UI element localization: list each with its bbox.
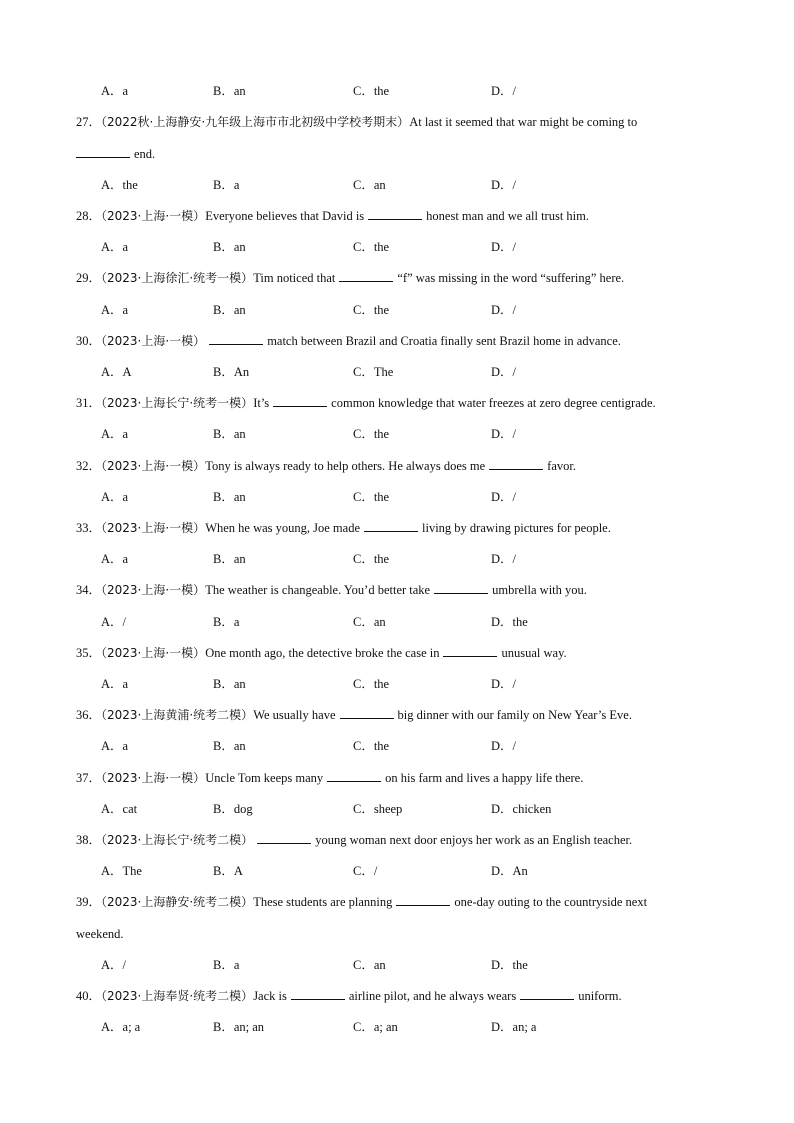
question-source: （2023·上海静安·统考二模）	[101, 895, 254, 909]
option-a: A．a	[101, 739, 129, 753]
option-b: B．an	[213, 303, 246, 317]
answer-blank	[520, 987, 574, 1000]
question-source: （2023·上海·一模）	[101, 521, 206, 535]
option-a: A．a	[101, 552, 129, 566]
option-row	[0, 424, 794, 444]
question-source: （2023·上海·一模）	[101, 459, 206, 473]
option-a: A．the	[101, 178, 138, 192]
option-b: B．an	[213, 240, 246, 254]
option-d: D．/	[491, 303, 517, 317]
question-source: （2023·上海·一模）	[101, 646, 206, 660]
option-d: D．/	[491, 365, 517, 379]
option-c: C．a; an	[353, 1020, 398, 1034]
answer-blank	[327, 769, 381, 782]
option-b: B．an	[213, 427, 246, 441]
question-stem: At last it seemed that war might be coming to	[409, 115, 638, 129]
option-d: D．/	[491, 178, 517, 192]
answer-blank	[340, 706, 394, 719]
question-39-cont: weekend.	[76, 927, 124, 941]
option-d: D．/	[491, 677, 517, 691]
question-37: 37．（2023·上海·一模）Uncle Tom keeps many on his farm and lives a happy life there.	[76, 771, 584, 785]
option-b: B．a	[213, 958, 240, 972]
option-a: A．The	[101, 864, 142, 878]
option-c: C．the	[353, 490, 390, 504]
option-b: B．dog	[213, 802, 253, 816]
option-a: A．a	[101, 240, 129, 254]
option-c: C．an	[353, 958, 386, 972]
option-a: A．a	[101, 490, 129, 504]
question-source: （2023·上海·一模）	[101, 334, 206, 348]
option-c: C．the	[353, 552, 390, 566]
answer-blank	[489, 457, 543, 470]
question-39: 39．（2023·上海静安·统考二模）These students are planning one-day outing to the countryside next	[76, 895, 648, 909]
option-d: D．/	[491, 427, 517, 441]
question-source: （2023·上海长宁·统考二模）	[101, 833, 254, 847]
option-c: C．The	[353, 365, 394, 379]
option-c: C．an	[353, 178, 386, 192]
option-a: A．a	[101, 303, 129, 317]
option-a: A．A	[101, 365, 132, 379]
question-27-cont: end.	[0, 144, 794, 164]
option-c: C．the	[353, 427, 390, 441]
option-row	[0, 549, 794, 569]
question-32: 32．（2023·上海·一模）Tony is always ready to help others. He always does me favor.	[76, 459, 576, 473]
question-source: （2023·上海徐汇·统考一模）	[101, 271, 254, 285]
option-row	[0, 487, 794, 507]
option-row	[0, 799, 794, 819]
option-b: B．an; an	[213, 1020, 265, 1034]
option-c: C．sheep	[353, 802, 403, 816]
option-row	[0, 1017, 794, 1037]
option-row	[0, 300, 794, 320]
answer-blank	[339, 269, 393, 282]
option-d: D．/	[491, 490, 517, 504]
option-d: D．/	[491, 84, 517, 98]
option-d: D．/	[491, 240, 517, 254]
option-row	[0, 736, 794, 756]
option-d: D．the	[491, 615, 528, 629]
option-c: C．the	[353, 739, 390, 753]
option-d: D．/	[491, 739, 517, 753]
question-40: 40．（2023·上海奉贤·统考二模）Jack is airline pilot, and he always wears uniform.	[76, 989, 622, 1003]
question-38: 38．（2023·上海长宁·统考二模） young woman next door enjoys her work as an English teacher.	[76, 833, 633, 847]
option-c: C．the	[353, 303, 390, 317]
question-31: 31．（2023·上海长宁·统考一模）It’s common knowledge that water freezes at zero degree centigrade.	[76, 396, 656, 410]
answer-blank	[368, 207, 422, 220]
option-b: B．an	[213, 739, 246, 753]
answer-blank	[76, 145, 130, 158]
option-a: A．/	[101, 958, 127, 972]
option-row-prev	[0, 81, 794, 101]
option-c: C．the	[353, 240, 390, 254]
answer-blank	[209, 332, 263, 345]
option-d: D．the	[491, 958, 528, 972]
answer-blank	[364, 519, 418, 532]
question-source: （2023·上海黄浦·统考二模）	[101, 708, 254, 722]
option-b: B．an	[213, 677, 246, 691]
answer-blank	[396, 893, 450, 906]
answer-blank	[443, 644, 497, 657]
option-b: B．A	[213, 864, 243, 878]
question-source: （2023·上海·一模）	[101, 583, 206, 597]
question-33: 33．（2023·上海·一模）When he was young, Joe made living by drawing pictures for people.	[76, 521, 611, 535]
question-30: 30．（2023·上海·一模） match between Brazil and Croatia finally sent Brazil home in advance.	[76, 334, 621, 348]
option-d: D．/	[491, 552, 517, 566]
question-source: （2023·上海·一模）	[101, 209, 206, 223]
option-row	[0, 674, 794, 694]
option-b: B．An	[213, 365, 250, 379]
option-c: C．/	[353, 864, 378, 878]
option-row	[0, 612, 794, 632]
question-source: （2023·上海奉贤·统考二模）	[101, 989, 254, 1003]
option-b: B．an	[213, 490, 246, 504]
option-row	[0, 175, 794, 195]
question-27: 27．（2022秋·上海静安·九年级上海市市北初级中学校考期末）At last it seemed that war might be coming to	[76, 115, 638, 129]
option-row	[0, 237, 794, 257]
option-row	[0, 955, 794, 975]
question-29: 29．（2023·上海徐汇·统考一模）Tim noticed that “f” was missing in the word “suffering” here.	[76, 271, 625, 285]
option-c: C．the	[353, 677, 390, 691]
answer-blank	[434, 581, 488, 594]
answer-blank	[257, 831, 311, 844]
question-36: 36．（2023·上海黄浦·统考二模）We usually have big dinner with our family on New Year’s Eve.	[76, 708, 632, 722]
option-b: B．a	[213, 178, 240, 192]
question-35: 35．（2023·上海·一模）One month ago, the detective broke the case in unusual way.	[76, 646, 567, 660]
option-c: C．an	[353, 615, 386, 629]
answer-blank	[273, 394, 327, 407]
answer-blank	[291, 987, 345, 1000]
question-34: 34．（2023·上海·一模）The weather is changeable. You’d better take umbrella with you.	[76, 583, 587, 597]
option-b: B．a	[213, 615, 240, 629]
option-a: A．/	[101, 615, 127, 629]
option-row	[0, 362, 794, 382]
option-b: B．an	[213, 552, 246, 566]
option-d: D．chicken	[491, 802, 552, 816]
option-d: D．An	[491, 864, 528, 878]
question-28: 28．（2023·上海·一模）Everyone believes that David is honest man and we all trust him.	[76, 209, 589, 223]
question-source: （2023·上海长宁·统考一模）	[101, 396, 254, 410]
question-source: （2022秋·上海静安·九年级上海市市北初级中学校考期末）	[101, 115, 410, 129]
option-a: A．a	[101, 677, 129, 691]
option-d: D．an; a	[491, 1020, 537, 1034]
option-a: A．a; a	[101, 1020, 141, 1034]
option-c: C．the	[353, 84, 390, 98]
option-a: A．a	[101, 84, 129, 98]
option-a: A．a	[101, 427, 129, 441]
option-a: A．cat	[101, 802, 138, 816]
question-source: （2023·上海·一模）	[101, 771, 206, 785]
option-row	[0, 861, 794, 881]
option-b: B．an	[213, 84, 246, 98]
